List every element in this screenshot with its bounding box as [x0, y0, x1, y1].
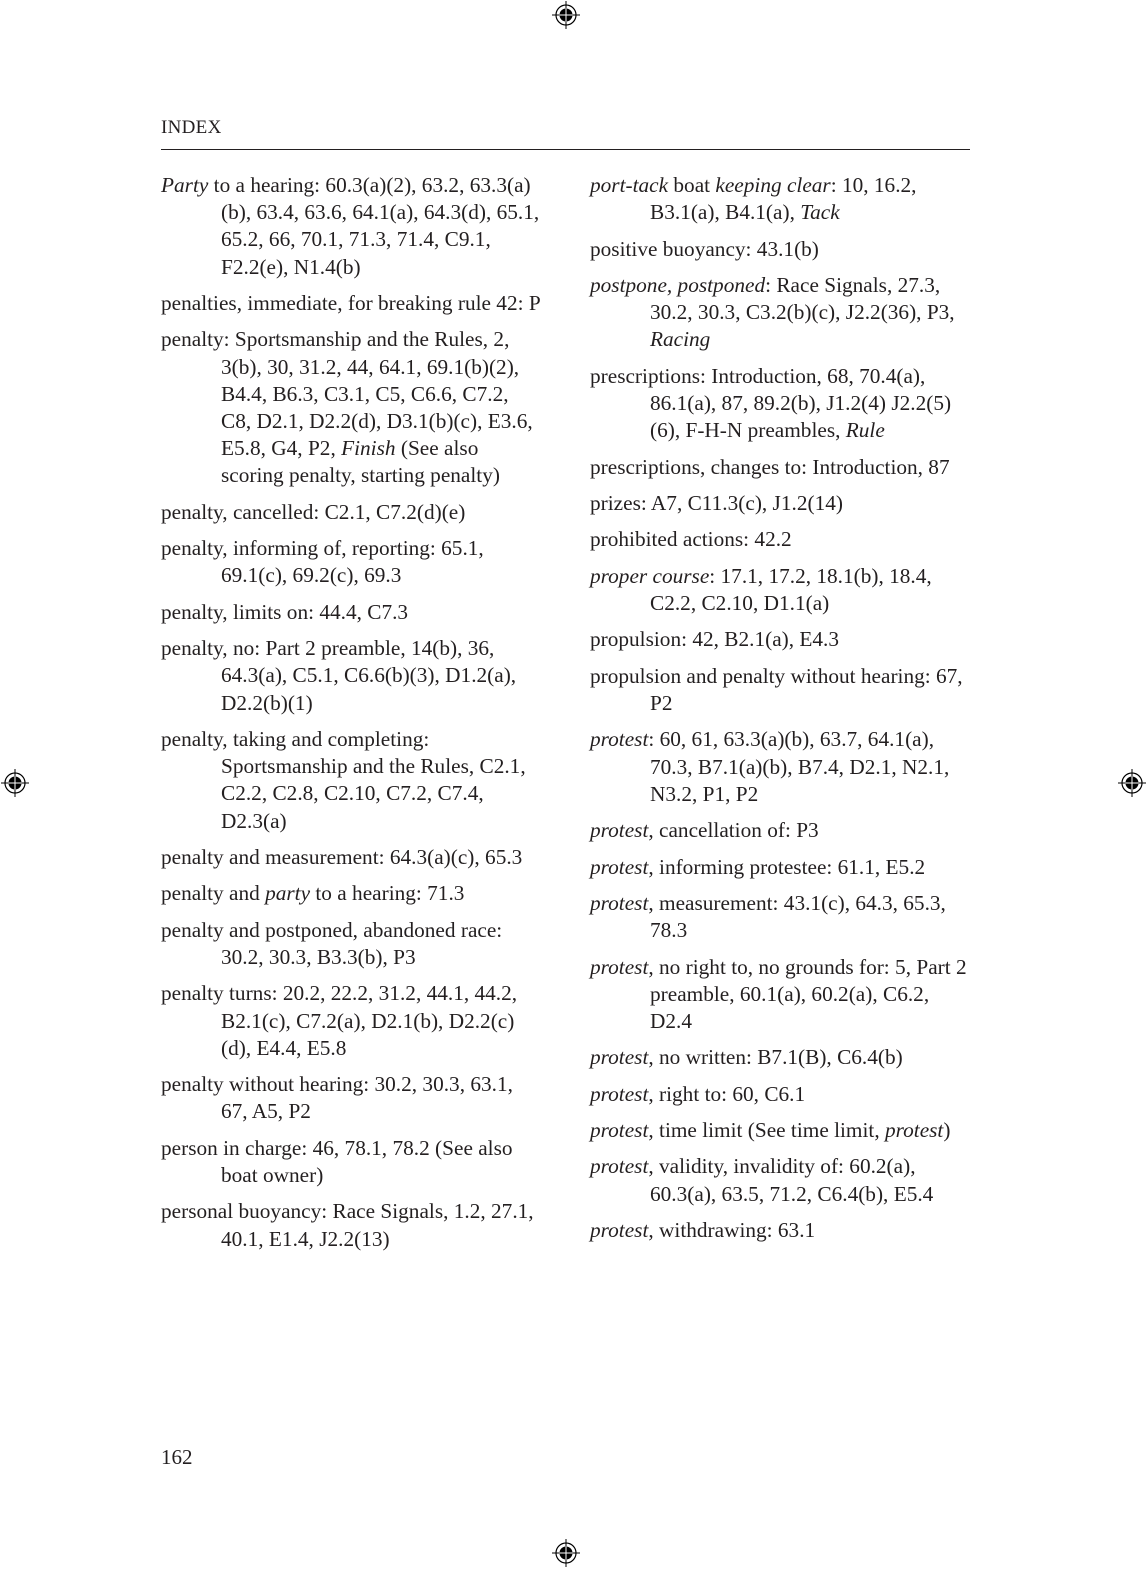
- index-entry: [161, 1135, 541, 1189]
- index-column-right: [590, 172, 975, 1253]
- crosshair-registration-icon: [1117, 768, 1147, 798]
- index-entry: [590, 1153, 975, 1207]
- index-entry: [590, 1081, 975, 1108]
- index-term-italic: Party: [161, 173, 209, 197]
- index-entry: [161, 1198, 541, 1252]
- index-text: personal buoyancy: Race Signals, 1.2, 27.1, 40.1, E1.4, J2.2(13): [161, 1199, 534, 1251]
- index-entry: [161, 535, 541, 589]
- index-entry: [161, 726, 541, 835]
- index-text: penalty and postponed, abandoned race: 30.2, 30.3, B3.3(b), P3: [161, 917, 503, 969]
- index-text: , time limit (See time limit,: [648, 1118, 885, 1143]
- index-term-italic: postpone, postponed: [590, 272, 766, 297]
- index-term-italic: Finish: [341, 436, 396, 461]
- index-term-italic: protest: [590, 854, 649, 879]
- index-term-italic: protest: [590, 1118, 649, 1143]
- index-entry: [590, 1217, 975, 1244]
- index-column-left: [161, 172, 541, 1262]
- index-entry: [161, 1071, 541, 1125]
- index-term-italic: proper course: [590, 563, 710, 588]
- index-text: penalties, immediate, for breaking rule 42: P: [161, 291, 541, 315]
- index-text: , informing protestee: 61.1, E5.2: [648, 854, 926, 879]
- index-term-italic: party: [265, 881, 311, 906]
- index-entry: [590, 626, 975, 653]
- index-text: positive buoyancy: 43.1(b): [590, 236, 819, 261]
- index-text: , no written: B7.1(B), C6.4(b): [648, 1045, 903, 1070]
- index-text: penalty, cancelled: C2.1, C7.2(d)(e): [161, 499, 466, 524]
- index-entry: [590, 526, 975, 553]
- index-text: : Race Signals, 27.3, 30.2, 30.3, C3.2(b)(c), J2.2(36), P3,: [650, 272, 955, 325]
- index-entry: [590, 272, 975, 354]
- index-text: (See also scoring penalty, starting penalty): [221, 436, 500, 488]
- index-text: , withdrawing: 63.1: [648, 1218, 816, 1243]
- index-term-italic: keeping clear: [715, 173, 831, 197]
- index-entry: [161, 499, 541, 526]
- index-term-italic: protest: [590, 1081, 649, 1106]
- index-entry: [590, 854, 975, 881]
- running-head: INDEX: [161, 117, 222, 138]
- index-text: prohibited actions: 42.2: [590, 527, 792, 552]
- index-text: prizes: A7, C11.3(c), J1.2(14): [590, 490, 843, 515]
- index-entry: [590, 172, 975, 226]
- index-entry: [590, 1044, 975, 1071]
- index-text: penalty, limits on: 44.4, C7.3: [161, 599, 409, 624]
- index-term-italic: port-tack: [590, 173, 669, 197]
- index-text: penalty and measurement: 64.3(a)(c), 65.3: [161, 844, 523, 869]
- index-text: propulsion and penalty without hearing: 67, P2: [590, 663, 963, 715]
- index-text: penalty and: [161, 881, 266, 906]
- index-entry: [161, 844, 541, 871]
- index-text: to a hearing: 71.3: [310, 881, 465, 906]
- index-entry: [590, 563, 975, 617]
- index-text: , validity, invalidity of: 60.2(a), 60.3(a), 63.5, 71.2, C6.4(b), E5.4: [648, 1154, 934, 1206]
- crosshair-registration-icon: [551, 0, 581, 30]
- index-text: , no right to, no grounds for: 5, Part 2 preamble, 60.1(a), 60.2(a), C6.2, D2.4: [648, 954, 967, 1033]
- index-text: penalty turns: 20.2, 22.2, 31.2, 44.1, 44.2, B2.1(c), C7.2(a), D2.1(b), D2.2(c)(d), E4.4, E5.8: [161, 981, 518, 1060]
- index-term-italic: Racing: [650, 327, 711, 352]
- index-text: prescriptions, changes to: Introduction, 87: [590, 454, 950, 479]
- index-entry: [590, 363, 975, 445]
- index-entry: [161, 290, 541, 317]
- index-text: , right to: 60, C6.1: [648, 1081, 806, 1106]
- index-term-italic: protest: [590, 818, 649, 843]
- header-rule: [161, 149, 970, 150]
- index-text: propulsion: 42, B2.1(a), E4.3: [590, 627, 840, 652]
- index-entry: [161, 635, 541, 717]
- index-term-italic: protest: [884, 1118, 944, 1143]
- index-term-italic: protest: [590, 727, 649, 752]
- index-entry: [161, 880, 541, 907]
- index-text: , cancellation of: P3: [648, 818, 819, 843]
- index-text: person in charge: 46, 78.1, 78.2 (See also boat owner): [161, 1135, 513, 1187]
- index-entry: [590, 890, 975, 944]
- index-entry: [590, 663, 975, 717]
- index-text: penalty without hearing: 30.2, 30.3, 63.1, 67, A5, P2: [161, 1072, 513, 1124]
- index-entry: [590, 236, 975, 263]
- index-entry: [590, 954, 975, 1036]
- index-text: to a hearing: 60.3(a)(2), 63.2, 63.3(a)(b), 63.4, 63.6, 64.1(a), 64.3(d), 65.1, 65.2, 66, 70.1, 71.3, 71.4, C9.1, F2.2(e), N1.4(b): [208, 173, 540, 279]
- index-entry: [161, 172, 541, 281]
- index-text: prescriptions: Introduction, 68, 70.4(a), 86.1(a), 87, 89.2(b), J1.2(4) J2.2(5)(6), F-H-N preambles,: [590, 363, 952, 443]
- crosshair-registration-icon: [0, 768, 30, 798]
- index-entry: [161, 980, 541, 1062]
- index-term-italic: Tack: [800, 200, 840, 225]
- index-entry: [161, 326, 541, 489]
- index-term-italic: protest: [590, 1154, 649, 1179]
- index-text: : 17.1, 17.2, 18.1(b), 18.4, C2.2, C2.10, D1.1(a): [650, 563, 932, 615]
- index-term-italic: protest: [590, 1045, 649, 1070]
- index-text: , measurement: 43.1(c), 64.3, 65.3, 78.3: [648, 890, 946, 943]
- index-text: ): [943, 1118, 951, 1143]
- index-text: penalty, taking and completing: Sportsmanship and the Rules, C2.1, C2.2, C2.8, C2.10, C7.2, C7.4, D2.3(a): [161, 726, 526, 833]
- index-entry: [590, 454, 975, 481]
- index-term-italic: protest: [590, 954, 649, 979]
- index-text: boat: [668, 173, 716, 197]
- index-text: : 60, 61, 63.3(a)(b), 63.7, 64.1(a), 70.3, B7.1(a)(b), B7.4, D2.1, N2.1, N3.2, P1, P2: [648, 727, 950, 806]
- index-entry: [590, 726, 975, 808]
- index-entry: [590, 490, 975, 517]
- index-entry: [161, 599, 541, 626]
- index-entry: [590, 817, 975, 844]
- index-text: penalty, no: Part 2 preamble, 14(b), 36, 64.3(a), C5.1, C6.6(b)(3), D1.2(a), D2.2(b)(1): [161, 636, 517, 715]
- index-text: penalty: Sportsmanship and the Rules, 2, 3(b), 30, 31.2, 44, 64.1, 69.1(b)(2), B4.4, B6.3, C3.1, C5, C6.6, C7.2, C8, D2.1, D2.2(d), D3.1(b)(c), E3.6, E5.8, G4, P2,: [161, 327, 533, 461]
- index-term-italic: protest: [590, 1218, 649, 1243]
- page-number: 162: [161, 1445, 193, 1469]
- index-text: penalty, informing of, reporting: 65.1, 69.1(c), 69.2(c), 69.3: [161, 536, 484, 588]
- index-entry: [590, 1117, 975, 1144]
- index-term-italic: Rule: [845, 418, 885, 443]
- index-entry: [161, 917, 541, 971]
- index-term-italic: protest: [590, 890, 649, 915]
- index-text: : 10, 16.2, B3.1(a), B4.1(a),: [650, 173, 917, 225]
- crosshair-registration-icon: [551, 1538, 581, 1568]
